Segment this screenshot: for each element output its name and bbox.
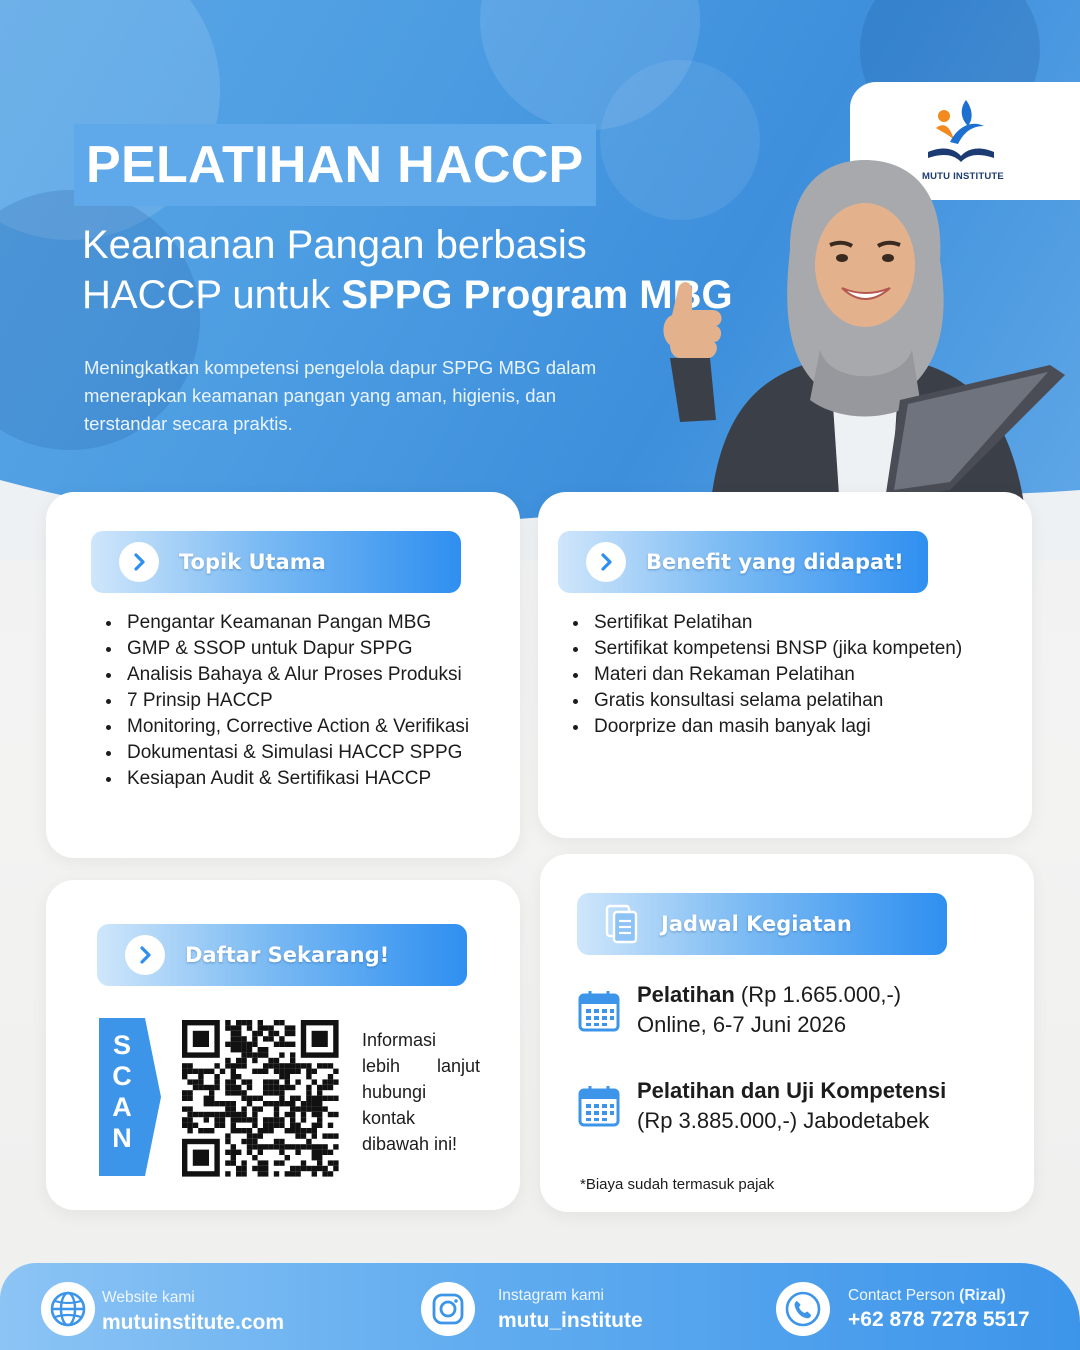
schedule-event-1 (637, 980, 901, 1040)
phone-icon (776, 1282, 830, 1336)
list-item: • Gratis konsultasi selama pelatihan (590, 688, 1040, 714)
benefits-heading: Benefit yang didapat! (646, 550, 904, 574)
info-line: dibawah ini! (362, 1134, 458, 1154)
contact-phone[interactable]: +62 878 7278 5517 (848, 1308, 1030, 1331)
schedule-heading-pill (577, 893, 947, 955)
event-price: (Rp 1.665.000,-) (734, 982, 902, 1007)
register-heading: Daftar Sekarang! (185, 943, 390, 967)
info-line: lebih lanjut (362, 1056, 480, 1076)
scan-letter: C (112, 1061, 132, 1091)
subtitle-line1: Keamanan Pangan berbasis (82, 223, 587, 267)
intro-line: menerapkan keamanan pangan yang aman, higienis, dan (84, 385, 557, 406)
list-item: • Pengantar Keamanan Pangan MBG (123, 610, 543, 636)
list-item: • Monitoring, Corrective Action & Verifikasi (123, 714, 543, 740)
instagram-icon (421, 1282, 475, 1336)
subtitle-line2-regular: HACCP untuk (82, 273, 342, 317)
globe-icon (41, 1282, 95, 1336)
schedule-event-2 (637, 1076, 946, 1136)
tax-note: *Biaya sudah termasuk pajak (580, 1176, 775, 1193)
intro-line: Meningkatkan kompetensi pengelola dapur SPPG MBG dalam (84, 357, 597, 378)
contact-info-text (362, 1027, 480, 1157)
chevron-right-icon (119, 542, 159, 582)
event-detail: (Rp 3.885.000,-) Jabodetabek (637, 1108, 930, 1133)
contact-name: (Rizal) (959, 1287, 1006, 1304)
contact-label (848, 1287, 1006, 1305)
info-line: kontak (362, 1108, 416, 1128)
list-item: • Dokumentasi & Simulasi HACCP SPPG (123, 740, 543, 766)
calendar-icon (577, 989, 621, 1033)
event-title: Pelatihan (637, 982, 735, 1007)
logo-text: MUTU INSTITUTE (922, 171, 1004, 182)
qr-code-graphic (178, 1016, 344, 1180)
list-item: • 7 Prinsip HACCP (123, 688, 543, 714)
website-label: Website kami (102, 1289, 195, 1306)
register-heading-pill[interactable] (97, 924, 467, 986)
event-detail: Online, 6-7 Juni 2026 (637, 1012, 847, 1037)
scan-letter: N (112, 1123, 132, 1153)
scan-letter: A (112, 1092, 132, 1122)
scan-label (99, 1030, 145, 1154)
topics-heading: Topik Utama (179, 550, 326, 574)
chevron-right-icon (586, 542, 626, 582)
list-item: • Kesiapan Audit & Sertifikasi HACCP (123, 766, 543, 792)
logo-icon (920, 96, 1002, 170)
benefits-heading-pill (558, 531, 928, 593)
list-item: • Sertifikat kompetensi BNSP (jika kompeten) (590, 636, 1040, 662)
info-line: hubungi (362, 1082, 427, 1102)
page-title: PELATIHAN HACCP (86, 136, 584, 194)
topics-heading-pill (91, 531, 461, 593)
list-item: • GMP & SSOP untuk Dapur SPPG (123, 636, 543, 662)
list-item: • Materi dan Rekaman Pelatihan (590, 662, 1040, 688)
schedule-heading: Jadwal Kegiatan (661, 912, 852, 936)
topics-list (101, 610, 543, 792)
info-line: Informasi (362, 1030, 437, 1050)
document-icon (605, 904, 639, 944)
list-item: • Sertifikat Pelatihan (590, 610, 1040, 636)
intro-text (84, 354, 674, 438)
instagram-label: Instagram kami (498, 1287, 604, 1304)
website-link[interactable]: mutuinstitute.com (102, 1311, 284, 1334)
qr-code[interactable] (178, 1016, 344, 1180)
contact-label-text: Contact Person (848, 1287, 960, 1304)
calendar-icon (577, 1084, 621, 1128)
event-title: Pelatihan dan Uji Kompetensi (637, 1078, 947, 1103)
list-item: • Doorprize dan masih banyak lagi (590, 714, 1040, 740)
subtitle-line2-bold: SPPG Program MBG (341, 273, 733, 317)
chevron-right-icon (125, 935, 165, 975)
scan-letter: S (112, 1030, 131, 1060)
instagram-link[interactable]: mutu_institute (498, 1309, 643, 1332)
title-box (74, 124, 596, 206)
benefits-list (568, 610, 1040, 740)
intro-line: terstandar secara praktis. (84, 413, 293, 434)
presenter-illustration (650, 160, 1080, 510)
list-item: • Analisis Bahaya & Alur Proses Produksi (123, 662, 543, 688)
